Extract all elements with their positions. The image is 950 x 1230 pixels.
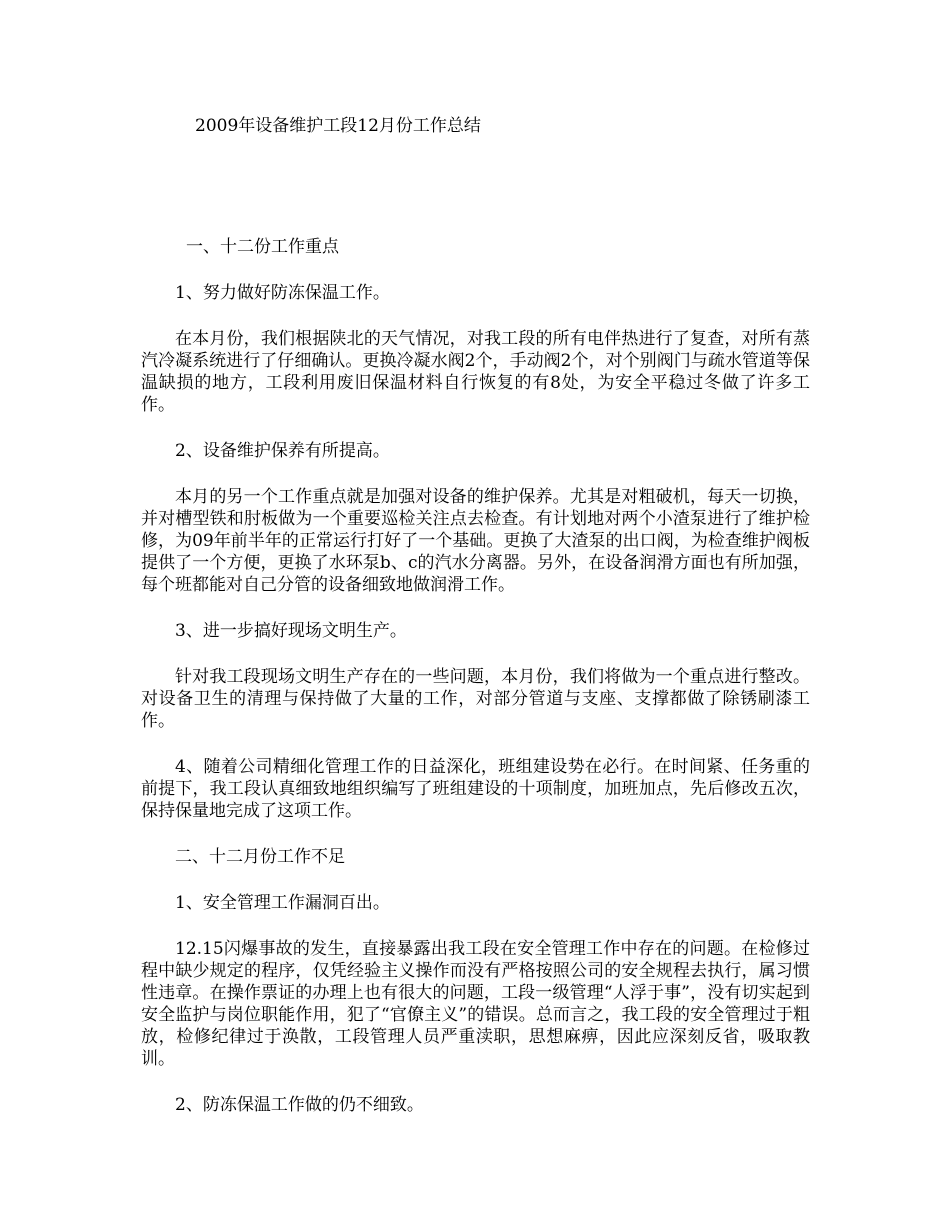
paragraph-maintenance: 本月的另一个工作重点就是加强对设备的维护保养。尤其是对粗破机，每天一切换，并对槽型铁和肘板做为一个重要巡检关注点去检查。有计划地对两个小渣泵进行了维护检修，为09年前半年的正常运行打好了一个基础。更换了大渣泵的出口阀，为检查维护阀板提供了一个方便，更换了水环泵b、c的汽水分离器。另外，在设备润滑方面也有所加强，每个班都能对自己分管的设备细致地做润滑工作。 bbox=[141, 487, 810, 595]
section-heading-key-work: 一、十二份工作重点 bbox=[186, 237, 339, 257]
item-heading-maintenance: 2、设备维护保养有所提高。 bbox=[175, 441, 390, 461]
item-heading-antifreeze-insufficient: 2、防冻保温工作做的仍不细致。 bbox=[175, 1095, 424, 1115]
paragraph-team-building: 4、随着公司精细化管理工作的日益深化，班组建设势在必行。在时间紧、任务重的前提下，我工段认真细致地组织编写了班组建设的十项制度，加班加点，先后修改五次，保持保量地完成了这项工作。 bbox=[141, 757, 810, 821]
item-heading-civilized-production: 3、进一步搞好现场文明生产。 bbox=[175, 621, 407, 641]
paragraph-antifreeze: 在本月份，我们根据陕北的天气情况，对我工段的所有电伴热进行了复查，对所有蒸汽冷凝系统进行了仔细确认。更换冷凝水阀2个，手动阀2个，对个别阀门与疏水管道等保温缺损的地方，工段利用废旧保温材料自行恢复的有8处，为安全平稳过冬做了许多工作。 bbox=[141, 329, 810, 415]
document-body bbox=[141, 236, 810, 1140]
paragraph-civilized-production: 针对我工段现场文明生产存在的一些问题，本月份，我们将做为一个重点进行整改。对设备卫生的清理与保持做了大量的工作，对部分管道与支座、支撑都做了除锈刷漆工作。 bbox=[141, 667, 810, 731]
item-heading-safety: 1、安全管理工作漏洞百出。 bbox=[175, 893, 390, 913]
document-title: 2009年设备维护工段12月份工作总结 bbox=[195, 116, 481, 136]
paragraph-safety: 12.15闪爆事故的发生，直接暴露出我工段在安全管理工作中存在的问题。在检修过程中缺少规定的程序，仅凭经验主义操作而没有严格按照公司的安全规程去执行，属习惯性违章。在操作票证的办理上也有很大的问题，工段一级管理“人浮于事”，没有切实起到安全监护与岗位职能作用，犯了“官僚主义”的错误。总而言之，我工段的安全管理过于粗放，检修纪律过于涣散，工段管理人员严重渎职，思想麻痹，因此应深刻反省，吸取教训。 bbox=[141, 939, 810, 1069]
section-heading-shortcomings: 二、十二月份工作不足 bbox=[175, 847, 345, 867]
item-heading-antifreeze: 1、努力做好防冻保温工作。 bbox=[175, 283, 390, 303]
